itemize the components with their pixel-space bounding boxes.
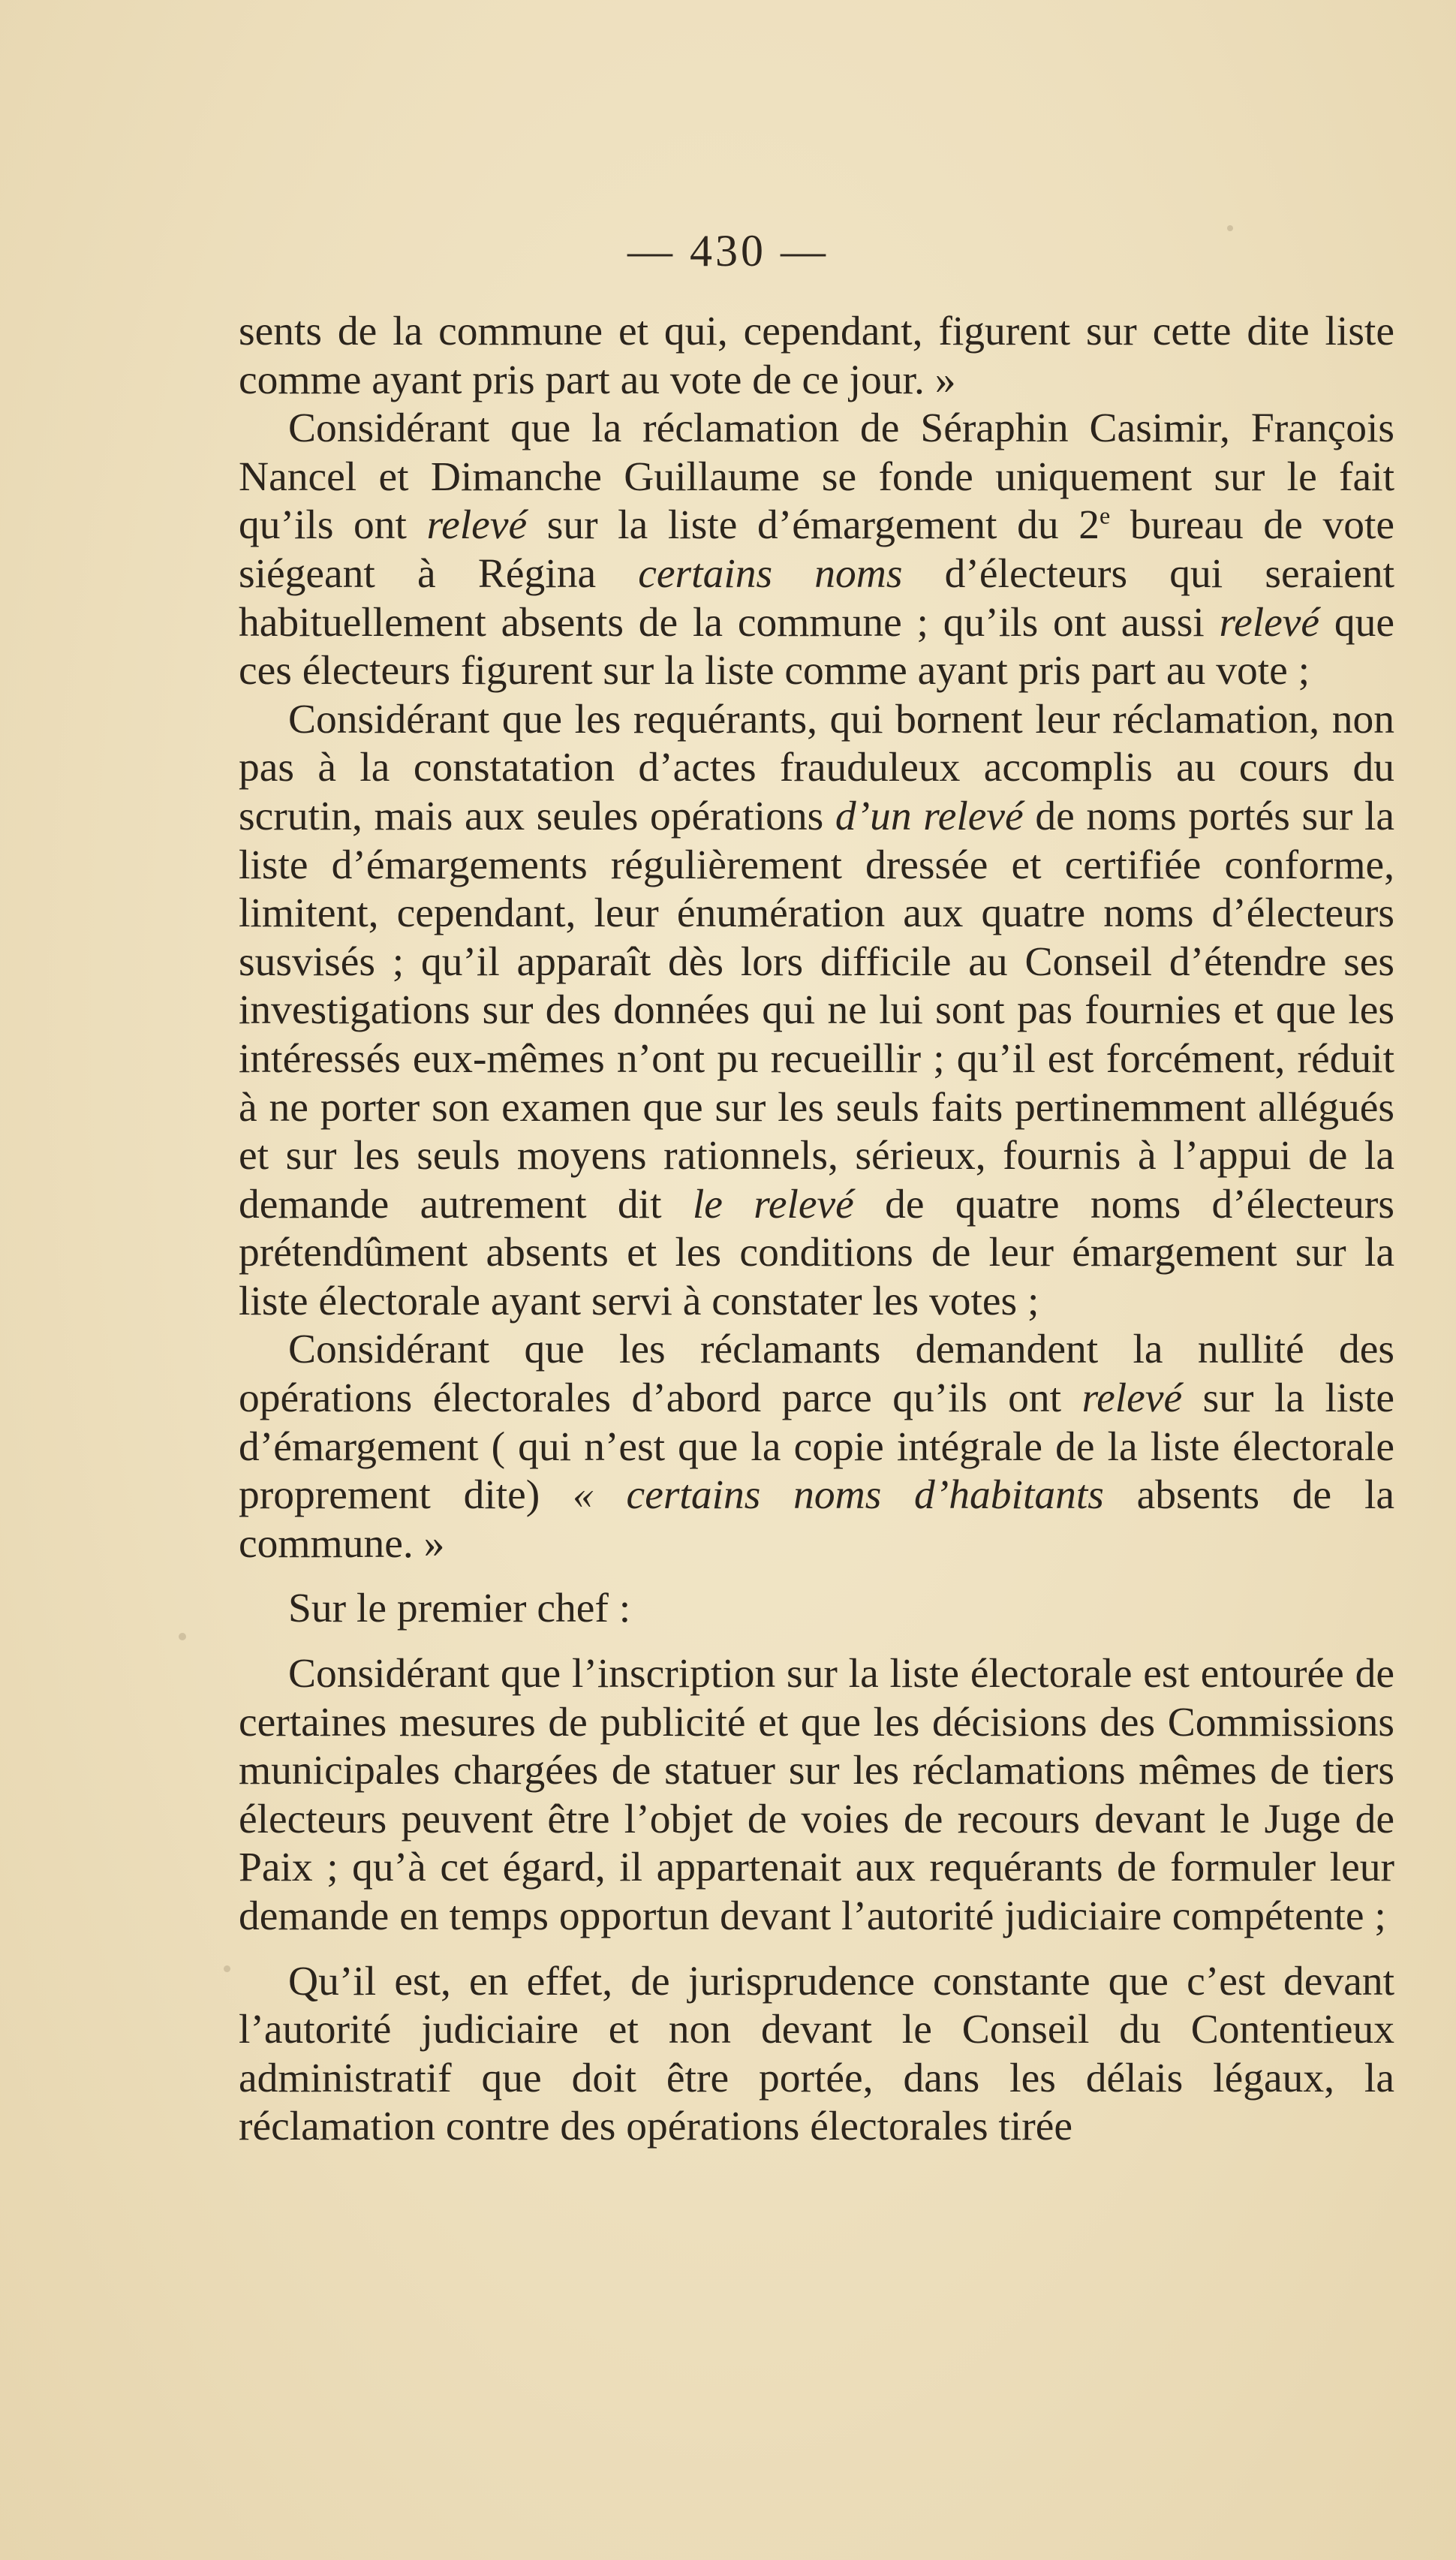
paragraph-6 bbox=[239, 1650, 1394, 1941]
text-run: sents de la commune et qui, cependant, figurent sur cette dite liste comme ayant pris part au vote de ce jour. » bbox=[239, 309, 1394, 403]
paragraph-3 bbox=[239, 696, 1394, 1327]
text-run: de quatre noms d’électeurs prétendûment absents et les conditions de leur émargement sur la liste électorale ayant servi à constater les votes ; bbox=[239, 1181, 1394, 1324]
italic-text: relevé bbox=[426, 502, 528, 549]
superscript-text: e bbox=[1099, 501, 1111, 529]
paragraph-4 bbox=[239, 1326, 1394, 1568]
text-run: de noms portés sur la liste d’émargements régulièrement dressée et certifiée conforme, limitent, cependant, leur énumération aux quatre noms d’électeurs susvisés ; qu’il apparaît dès lors difficile au Conseil d’étendre ses investigations sur des données qui ne lui sont pas fournies et que les intéressés eux-mêmes n’ont pu recueillir ; qu’il est forcément, réduit à ne porter son examen que sur les seuls faits pertinemment allégués et sur les seuls moyens rationnels, sérieux, fournis à l’appui de la demande autrement dit bbox=[239, 793, 1394, 1227]
text-run: Considérant que la réclamation de Séraphin Casimir, François Nancel et Dimanche Guillaume se fonde uniquement sur le fait qu’ils ont bbox=[239, 405, 1394, 549]
text-run: Qu’il est, en effet, de jurisprudence constante que c’est devant l’autorité judiciaire et non devant le Conseil du Contentieux administratif que doit être portée, dans les délais légaux, la réclamation contre des opérations électorales tirée bbox=[239, 1958, 1394, 2150]
text-run: que ces électeurs figurent sur la liste comme ayant pris part au vote ; bbox=[239, 599, 1394, 694]
text-run: Sur le premier chef : bbox=[288, 1586, 631, 1632]
paragraph-2 bbox=[239, 405, 1394, 696]
italic-text: d’un relevé bbox=[835, 793, 1024, 839]
text-run: d’électeurs qui seraient habituellement absents de la commune ; qu’ils ont aussi bbox=[239, 550, 1394, 646]
paper-speck bbox=[224, 1965, 230, 1972]
body-text bbox=[239, 308, 1394, 2152]
text-run: absents de la commune. » bbox=[239, 1472, 1394, 1567]
text-run: Considérant que les requérants, qui bornent leur réclamation, non pas à la constatation d’actes frauduleux accomplis au cours du scrutin, mais aux seules opérations bbox=[239, 696, 1394, 839]
paragraph-1 bbox=[239, 308, 1394, 405]
italic-text: relevé bbox=[1081, 1375, 1183, 1422]
section-heading-premier-chef bbox=[239, 1585, 1394, 1634]
text-run: sur la liste d’émargement du 2 bbox=[527, 502, 1100, 549]
text-run: Considérant que les réclamants demandent la nullité des opérations électorales d’abord parce qu’ils ont bbox=[239, 1327, 1394, 1422]
italic-text: le relevé bbox=[692, 1181, 854, 1227]
text-run: Considérant que l’inscription sur la liste électorale est entourée de certaines mesures de publicité et que les décisions des Commissions municipales chargées de statuer sur les réclamations mêmes de tiers électeurs peuvent être l’objet de voies de recours devant le Juge de Paix ; qu’à cet égard, il appartenait aux requérants de formuler leur demande en temps opportun devant l’autorité judiciaire compétente ; bbox=[239, 1651, 1394, 1939]
paragraph-7 bbox=[239, 1958, 1394, 2152]
italic-text: relevé bbox=[1219, 599, 1320, 646]
text-run: sur la liste d’émargement ( qui n’est que la copie intégrale de la liste électorale proprement dite) bbox=[239, 1375, 1395, 1519]
page-number: — 430 — bbox=[627, 226, 829, 276]
italic-text: certains noms bbox=[638, 550, 903, 597]
paper-speck bbox=[179, 1633, 186, 1640]
italic-text: « certains noms d’habitants bbox=[573, 1472, 1104, 1519]
paper-speck bbox=[1227, 225, 1233, 231]
text-run: bureau de vote siégeant à Régina bbox=[239, 502, 1394, 597]
